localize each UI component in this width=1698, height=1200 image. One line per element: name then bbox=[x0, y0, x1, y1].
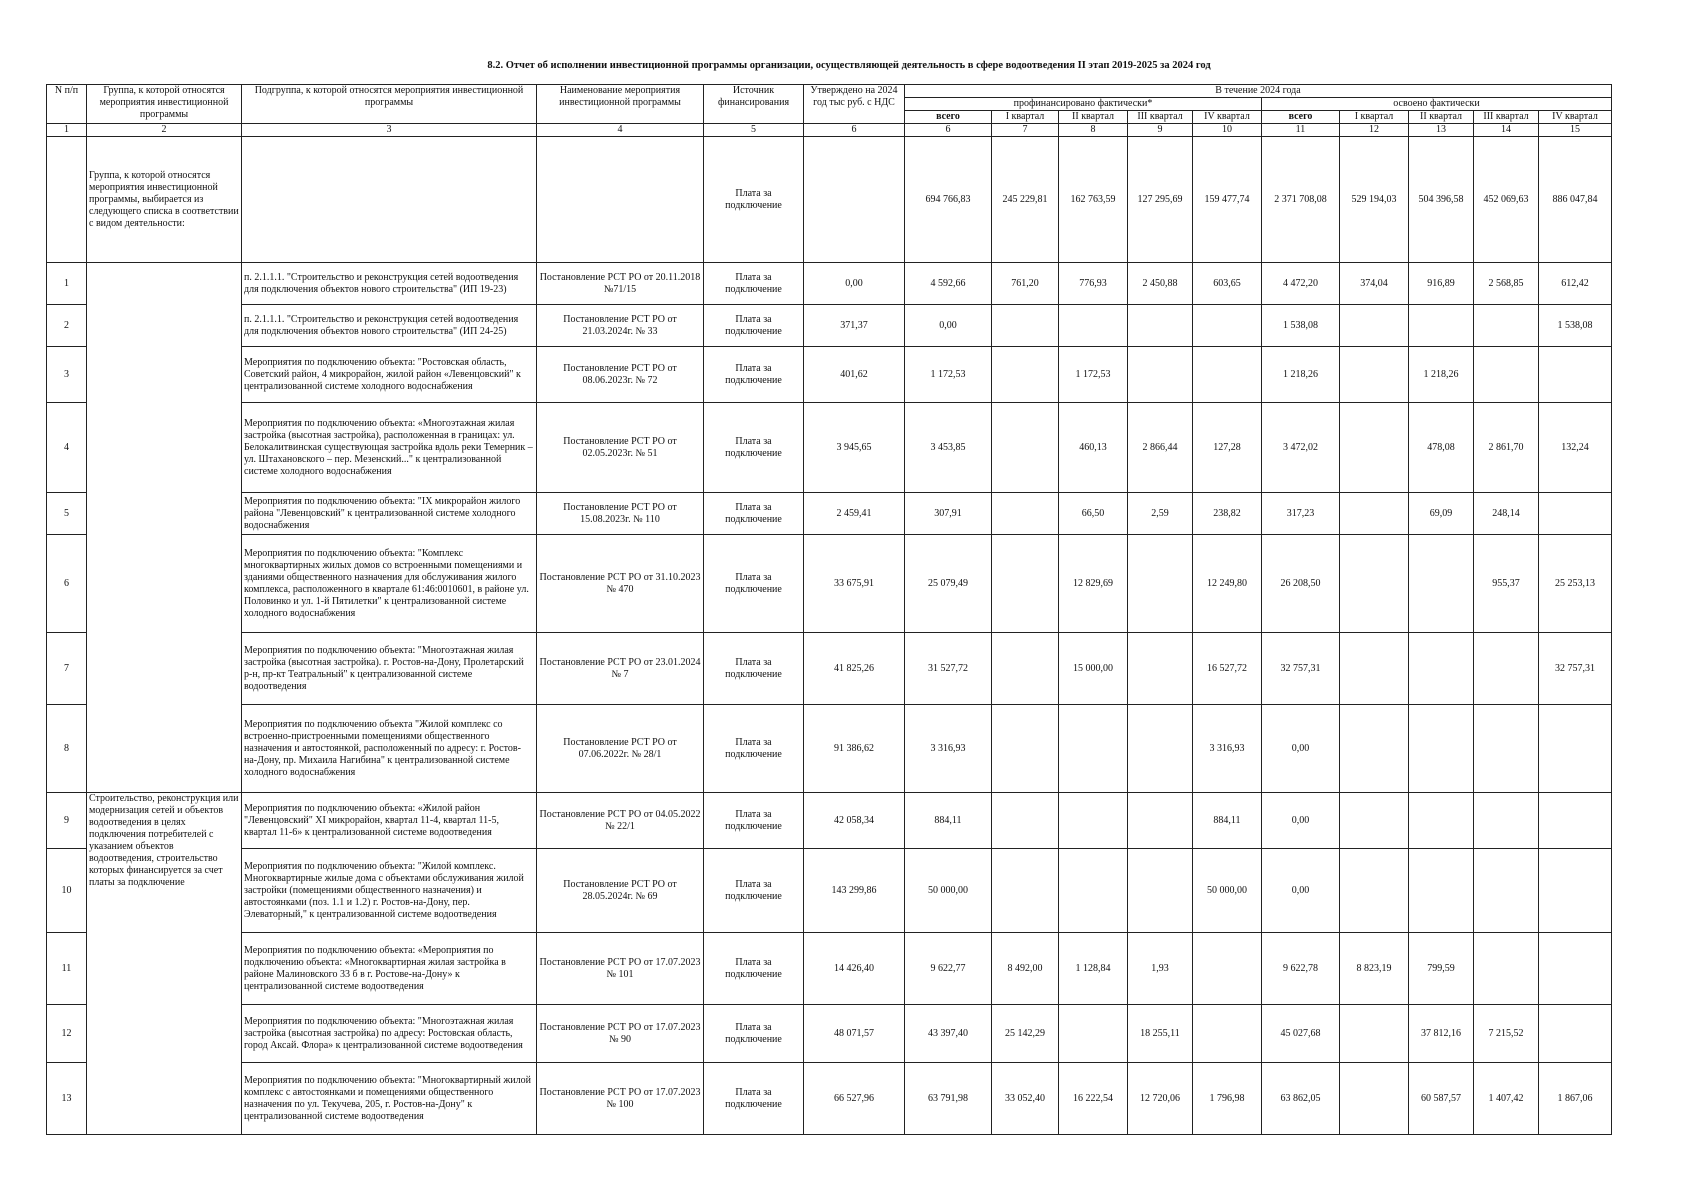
measure-name-cell: Постановление РСТ РО от 28.05.2024г. № 69 bbox=[537, 849, 704, 933]
financed-total-cell: 307,91 bbox=[905, 493, 992, 535]
table-row bbox=[47, 1005, 1612, 1063]
financed-quarter-cell bbox=[1128, 305, 1193, 347]
mastered-total-cell: 0,00 bbox=[1262, 849, 1340, 933]
mastered-quarter-cell: 1 218,26 bbox=[1409, 347, 1474, 403]
group-f-total: 694 766,83 bbox=[905, 137, 992, 263]
colnum: 5 bbox=[704, 124, 804, 137]
row-number: 12 bbox=[47, 1005, 87, 1063]
measure-name-cell: Постановление РСТ РО от 17.07.2023 № 100 bbox=[537, 1063, 704, 1135]
financed-quarter-cell bbox=[1128, 347, 1193, 403]
financed-quarter-cell bbox=[1059, 705, 1128, 793]
mastered-quarter-cell bbox=[1340, 1005, 1409, 1063]
colnum: 14 bbox=[1474, 124, 1539, 137]
mastered-quarter-cell: 60 587,57 bbox=[1409, 1063, 1474, 1135]
approved-cell: 48 071,57 bbox=[804, 1005, 905, 1063]
approved-cell: 33 675,91 bbox=[804, 535, 905, 633]
subgroup-cell: Мероприятия по подключению объекта: "Комплекс многоквартирных жилых домов со встроенными помещениями и зданиями общественного назначения для обслуживания жилого комплекса, расположенного в квартале 61:46:0010601, в районе ул. Половинко и ул. 1-й Пятилетки" к централизованной системе холодного водоснабжения bbox=[242, 535, 537, 633]
mastered-quarter-cell bbox=[1539, 1005, 1612, 1063]
financed-quarter-cell bbox=[1059, 305, 1128, 347]
subgroup-cell: Мероприятия по подключению объекта: "Многоэтажная жилая застройка (высотная застройка) по адресу: Ростовская область, город Аксай. Флора» к централизованной системе водоотведения bbox=[242, 1005, 537, 1063]
mastered-quarter-cell: 612,42 bbox=[1539, 263, 1612, 305]
financed-quarter-cell: 776,93 bbox=[1059, 263, 1128, 305]
financed-quarter-cell bbox=[992, 793, 1059, 849]
source-cell: Плата за подключение bbox=[704, 493, 804, 535]
row-number: 1 bbox=[47, 263, 87, 305]
group-m-total: 2 371 708,08 bbox=[1262, 137, 1340, 263]
colnum: 8 bbox=[1059, 124, 1128, 137]
mastered-quarter-cell: 478,08 bbox=[1409, 403, 1474, 493]
mastered-quarter-cell bbox=[1409, 633, 1474, 705]
subgroup-cell: Мероприятия по подключению объекта: "Многоквартирный жилой комплекс с автостоянками и помещениями общественного назначения по ул. Текучева, 205, г. Ростов-на-Дону" к централизованной системе водоотведения bbox=[242, 1063, 537, 1135]
mastered-total-cell: 3 472,02 bbox=[1262, 403, 1340, 493]
financed-quarter-cell bbox=[1128, 705, 1193, 793]
subgroup-cell: Мероприятия по подключению объекта: "Ростовская область, Советский район, 4 микрорайон, жилой район «Левенцовский" к централизованной системе холодного водоснабжения bbox=[242, 347, 537, 403]
group-f-q3: 127 295,69 bbox=[1128, 137, 1193, 263]
mastered-quarter-cell: 8 823,19 bbox=[1340, 933, 1409, 1005]
header-financed: профинансировано фактически* bbox=[905, 98, 1262, 111]
group-m-q2: 504 396,58 bbox=[1409, 137, 1474, 263]
mastered-quarter-cell bbox=[1340, 1063, 1409, 1135]
mastered-quarter-cell: 7 215,52 bbox=[1474, 1005, 1539, 1063]
mastered-quarter-cell: 1 538,08 bbox=[1539, 305, 1612, 347]
colnum: 6 bbox=[905, 124, 992, 137]
measure-name-cell: Постановление РСТ РО от 20.11.2018 №71/15 bbox=[537, 263, 704, 305]
subgroup-cell: Мероприятия по подключению объекта: «Жилой район "Левенцовский" XI микрорайон, квартал 11-4, квартал 11-5, квартал 11-6» к централизованной системе водоотведения bbox=[242, 793, 537, 849]
mastered-quarter-cell bbox=[1474, 347, 1539, 403]
financed-total-cell: 3 453,85 bbox=[905, 403, 992, 493]
group-source: Плата за подключение bbox=[704, 137, 804, 263]
group-cell-main: Строительство, реконструкция или модернизация сетей и объектов водоотведения в целях подключения потребителей с указанием объектов водоотведения, строительство которых финансируется за счет платы за подключение bbox=[87, 793, 242, 1135]
financed-quarter-cell bbox=[1193, 305, 1262, 347]
row-number: 2 bbox=[47, 305, 87, 347]
source-cell: Плата за подключение bbox=[704, 263, 804, 305]
mastered-quarter-cell: 1 867,06 bbox=[1539, 1063, 1612, 1135]
mastered-quarter-cell bbox=[1340, 849, 1409, 933]
financed-quarter-cell bbox=[1059, 1005, 1128, 1063]
table-row bbox=[47, 305, 1612, 347]
mastered-quarter-cell bbox=[1539, 849, 1612, 933]
header-m-q4: IV квартал bbox=[1539, 111, 1612, 124]
table-row bbox=[47, 793, 1612, 849]
mastered-total-cell: 26 208,50 bbox=[1262, 535, 1340, 633]
financed-quarter-cell: 884,11 bbox=[1193, 793, 1262, 849]
group-f-q2: 162 763,59 bbox=[1059, 137, 1128, 263]
source-cell: Плата за подключение bbox=[704, 305, 804, 347]
row-number: 11 bbox=[47, 933, 87, 1005]
report-title: 8.2. Отчет об исполнении инвестиционной программы организации, осуществляющей деятельность в сфере водоотведения II этап 2019-2025 за 2024 год bbox=[487, 60, 1211, 71]
mastered-quarter-cell bbox=[1539, 347, 1612, 403]
financed-quarter-cell bbox=[1193, 933, 1262, 1005]
mastered-quarter-cell bbox=[1340, 305, 1409, 347]
row-number: 13 bbox=[47, 1063, 87, 1135]
approved-cell: 143 299,86 bbox=[804, 849, 905, 933]
mastered-total-cell: 317,23 bbox=[1262, 493, 1340, 535]
mastered-quarter-cell bbox=[1409, 705, 1474, 793]
header-num: N п/п bbox=[47, 85, 87, 124]
measure-name-cell: Постановление РСТ РО от 04.05.2022 № 22/1 bbox=[537, 793, 704, 849]
financed-quarter-cell: 460,13 bbox=[1059, 403, 1128, 493]
financed-quarter-cell: 127,28 bbox=[1193, 403, 1262, 493]
row-number: 10 bbox=[47, 849, 87, 933]
subgroup-cell: Мероприятия по подключению объекта: "Жилой комплекс. Многоквартирные жилые дома с объектами обслуживания жилой застройки (помещениями общественного назначения) и автостоянками (поз. 1.1 и 1.2) г. Ростов-на-Дону, пер. Элеваторный," к централизованной системе водоотведения bbox=[242, 849, 537, 933]
financed-quarter-cell: 12 720,06 bbox=[1128, 1063, 1193, 1135]
financed-total-cell: 31 527,72 bbox=[905, 633, 992, 705]
subgroup-cell: Мероприятия по подключению объекта: "IX микрорайон жилого района "Левенцовский" к централизованной системе холодного водоснабжения bbox=[242, 493, 537, 535]
header-source: Источник финансирования bbox=[704, 85, 804, 124]
source-cell: Плата за подключение bbox=[704, 535, 804, 633]
financed-quarter-cell: 16 222,54 bbox=[1059, 1063, 1128, 1135]
row-number: 3 bbox=[47, 347, 87, 403]
report-table bbox=[46, 84, 1612, 1135]
measure-name-cell: Постановление РСТ РО от 07.06.2022г. № 28/1 bbox=[537, 705, 704, 793]
approved-cell: 2 459,41 bbox=[804, 493, 905, 535]
header-m-total: всего bbox=[1262, 111, 1340, 124]
financed-quarter-cell bbox=[1059, 849, 1128, 933]
header-mastered: освоено фактически bbox=[1262, 98, 1612, 111]
table-row bbox=[47, 933, 1612, 1005]
approved-cell: 401,62 bbox=[804, 347, 905, 403]
financed-total-cell: 3 316,93 bbox=[905, 705, 992, 793]
financed-total-cell: 4 592,66 bbox=[905, 263, 992, 305]
subgroup-cell: Мероприятия по подключению объекта: «Многоэтажная жилая застройка (высотная застройка), расположенная в границах: ул. Белокалитвинская существующая застройка вдоль реки Темерник – ул. Штахановского – пер. Мезенский..." к централизованной системе холодного водоснабжения bbox=[242, 403, 537, 493]
mastered-quarter-cell: 955,37 bbox=[1474, 535, 1539, 633]
row-number: 6 bbox=[47, 535, 87, 633]
financed-quarter-cell bbox=[1128, 849, 1193, 933]
measure-name-cell: Постановление РСТ РО от 21.03.2024г. № 33 bbox=[537, 305, 704, 347]
mastered-total-cell: 0,00 bbox=[1262, 705, 1340, 793]
mastered-quarter-cell: 2 568,85 bbox=[1474, 263, 1539, 305]
approved-cell: 42 058,34 bbox=[804, 793, 905, 849]
mastered-quarter-cell bbox=[1474, 793, 1539, 849]
table-row bbox=[47, 1063, 1612, 1135]
table-row bbox=[47, 403, 1612, 493]
financed-quarter-cell bbox=[992, 633, 1059, 705]
mastered-quarter-cell: 132,24 bbox=[1539, 403, 1612, 493]
financed-total-cell: 9 622,77 bbox=[905, 933, 992, 1005]
table-row bbox=[47, 493, 1612, 535]
financed-quarter-cell: 25 142,29 bbox=[992, 1005, 1059, 1063]
financed-quarter-cell: 8 492,00 bbox=[992, 933, 1059, 1005]
financed-quarter-cell: 12 249,80 bbox=[1193, 535, 1262, 633]
financed-quarter-cell: 603,65 bbox=[1193, 263, 1262, 305]
mastered-quarter-cell: 2 861,70 bbox=[1474, 403, 1539, 493]
measure-name-cell: Постановление РСТ РО от 15.08.2023г. № 110 bbox=[537, 493, 704, 535]
source-cell: Плата за подключение bbox=[704, 793, 804, 849]
column-numbers-row bbox=[47, 124, 1612, 137]
mastered-quarter-cell bbox=[1409, 793, 1474, 849]
table-row bbox=[47, 347, 1612, 403]
financed-quarter-cell bbox=[992, 705, 1059, 793]
colnum: 10 bbox=[1193, 124, 1262, 137]
mastered-quarter-cell: 799,59 bbox=[1409, 933, 1474, 1005]
measure-name-cell: Постановление РСТ РО от 02.05.2023г. № 51 bbox=[537, 403, 704, 493]
header-f-total: всего bbox=[905, 111, 992, 124]
financed-quarter-cell bbox=[992, 347, 1059, 403]
mastered-quarter-cell: 248,14 bbox=[1474, 493, 1539, 535]
table-row bbox=[47, 705, 1612, 793]
financed-total-cell: 50 000,00 bbox=[905, 849, 992, 933]
header-during: В течение 2024 года bbox=[905, 85, 1612, 98]
financed-quarter-cell: 15 000,00 bbox=[1059, 633, 1128, 705]
group-f-q1: 245 229,81 bbox=[992, 137, 1059, 263]
mastered-quarter-cell bbox=[1474, 849, 1539, 933]
financed-quarter-cell: 238,82 bbox=[1193, 493, 1262, 535]
colnum: 13 bbox=[1409, 124, 1474, 137]
approved-cell: 91 386,62 bbox=[804, 705, 905, 793]
mastered-quarter-cell bbox=[1340, 347, 1409, 403]
mastered-total-cell: 1 218,26 bbox=[1262, 347, 1340, 403]
measure-name-cell: Постановление РСТ РО от 17.07.2023 № 101 bbox=[537, 933, 704, 1005]
mastered-quarter-cell bbox=[1340, 793, 1409, 849]
financed-quarter-cell: 50 000,00 bbox=[1193, 849, 1262, 933]
financed-total-cell: 25 079,49 bbox=[905, 535, 992, 633]
financed-total-cell: 43 397,40 bbox=[905, 1005, 992, 1063]
approved-cell: 3 945,65 bbox=[804, 403, 905, 493]
subgroup-cell: п. 2.1.1.1. "Строительство и реконструкция сетей водоотведения для подключения объектов нового строительства" (ИП 24-25) bbox=[242, 305, 537, 347]
header-m-q1: I квартал bbox=[1340, 111, 1409, 124]
mastered-total-cell: 1 538,08 bbox=[1262, 305, 1340, 347]
colnum: 9 bbox=[1128, 124, 1193, 137]
row-number: 4 bbox=[47, 403, 87, 493]
group-selection-text: Группа, к которой относятся мероприятия инвестиционной программы, выбирается из следующего списка в соответствии с видом деятельности: bbox=[87, 137, 242, 263]
financed-quarter-cell: 1 172,53 bbox=[1059, 347, 1128, 403]
financed-quarter-cell: 1,93 bbox=[1128, 933, 1193, 1005]
financed-quarter-cell: 33 052,40 bbox=[992, 1063, 1059, 1135]
mastered-quarter-cell bbox=[1409, 849, 1474, 933]
mastered-quarter-cell bbox=[1539, 933, 1612, 1005]
colnum: 7 bbox=[992, 124, 1059, 137]
table-row bbox=[47, 263, 1612, 305]
source-cell: Плата за подключение bbox=[704, 633, 804, 705]
table-row bbox=[47, 535, 1612, 633]
mastered-quarter-cell bbox=[1340, 705, 1409, 793]
approved-cell: 14 426,40 bbox=[804, 933, 905, 1005]
group-m-q3: 452 069,63 bbox=[1474, 137, 1539, 263]
mastered-quarter-cell bbox=[1474, 705, 1539, 793]
subgroup-cell: Мероприятия по подключению объекта "Жилой комплекс со встроенно-пристроенными помещениями общественного назначения и автостоянкой, расположенный по адресу: г. Ростов-на-Дону, пр. Михаила Нагибина" к централизованной системе холодного водоснабжения bbox=[242, 705, 537, 793]
header-group: Группа, к которой относятся мероприятия инвестиционной программы bbox=[87, 85, 242, 124]
mastered-quarter-cell bbox=[1539, 705, 1612, 793]
mastered-quarter-cell: 916,89 bbox=[1409, 263, 1474, 305]
mastered-quarter-cell bbox=[1340, 633, 1409, 705]
mastered-total-cell: 4 472,20 bbox=[1262, 263, 1340, 305]
row-number: 7 bbox=[47, 633, 87, 705]
header-m-q2: II квартал bbox=[1409, 111, 1474, 124]
financed-quarter-cell: 16 527,72 bbox=[1193, 633, 1262, 705]
mastered-quarter-cell bbox=[1409, 535, 1474, 633]
financed-quarter-cell bbox=[992, 493, 1059, 535]
financed-quarter-cell: 2 450,88 bbox=[1128, 263, 1193, 305]
financed-quarter-cell bbox=[1128, 633, 1193, 705]
financed-quarter-cell bbox=[992, 403, 1059, 493]
colnum: 4 bbox=[537, 124, 704, 137]
financed-quarter-cell bbox=[1128, 793, 1193, 849]
table-row bbox=[47, 849, 1612, 933]
header-f-q4: IV квартал bbox=[1193, 111, 1262, 124]
mastered-quarter-cell: 37 812,16 bbox=[1409, 1005, 1474, 1063]
colnum: 6 bbox=[804, 124, 905, 137]
header-f-q2: II квартал bbox=[1059, 111, 1128, 124]
mastered-total-cell: 32 757,31 bbox=[1262, 633, 1340, 705]
header-m-q3: III квартал bbox=[1474, 111, 1539, 124]
measure-name-cell: Постановление РСТ РО от 31.10.2023 № 470 bbox=[537, 535, 704, 633]
colnum: 2 bbox=[87, 124, 242, 137]
mastered-total-cell: 9 622,78 bbox=[1262, 933, 1340, 1005]
row-number: 9 bbox=[47, 793, 87, 849]
mastered-quarter-cell bbox=[1340, 493, 1409, 535]
group-m-q1: 529 194,03 bbox=[1340, 137, 1409, 263]
measure-name-cell: Постановление РСТ РО от 17.07.2023 № 90 bbox=[537, 1005, 704, 1063]
source-cell: Плата за подключение bbox=[704, 933, 804, 1005]
mastered-quarter-cell bbox=[1474, 933, 1539, 1005]
financed-quarter-cell bbox=[992, 305, 1059, 347]
colnum: 11 bbox=[1262, 124, 1340, 137]
financed-quarter-cell bbox=[1059, 793, 1128, 849]
colnum: 12 bbox=[1340, 124, 1409, 137]
mastered-quarter-cell bbox=[1340, 403, 1409, 493]
measure-name-cell: Постановление РСТ РО от 08.06.2023г. № 72 bbox=[537, 347, 704, 403]
measure-name-cell: Постановление РСТ РО от 23.01.2024 № 7 bbox=[537, 633, 704, 705]
source-cell: Плата за подключение bbox=[704, 705, 804, 793]
mastered-quarter-cell bbox=[1539, 793, 1612, 849]
financed-quarter-cell: 3 316,93 bbox=[1193, 705, 1262, 793]
financed-quarter-cell bbox=[1193, 1005, 1262, 1063]
header-approved: Утверждено на 2024 год тыс руб. с НДС bbox=[804, 85, 905, 124]
mastered-quarter-cell bbox=[1409, 305, 1474, 347]
colnum: 3 bbox=[242, 124, 537, 137]
financed-quarter-cell bbox=[992, 535, 1059, 633]
financed-quarter-cell: 2 866,44 bbox=[1128, 403, 1193, 493]
header-f-q3: III квартал bbox=[1128, 111, 1193, 124]
colnum: 1 bbox=[47, 124, 87, 137]
source-cell: Плата за подключение bbox=[704, 1063, 804, 1135]
financed-quarter-cell: 1 128,84 bbox=[1059, 933, 1128, 1005]
group-summary-row bbox=[47, 137, 1612, 263]
approved-cell: 66 527,96 bbox=[804, 1063, 905, 1135]
mastered-quarter-cell bbox=[1474, 633, 1539, 705]
source-cell: Плата за подключение bbox=[704, 1005, 804, 1063]
financed-total-cell: 0,00 bbox=[905, 305, 992, 347]
mastered-quarter-cell: 32 757,31 bbox=[1539, 633, 1612, 705]
financed-quarter-cell: 761,20 bbox=[992, 263, 1059, 305]
financed-quarter-cell: 66,50 bbox=[1059, 493, 1128, 535]
table-row bbox=[47, 633, 1612, 705]
header-name: Наименование мероприятия инвестиционной программы bbox=[537, 85, 704, 124]
header-f-q1: I квартал bbox=[992, 111, 1059, 124]
row-number: 8 bbox=[47, 705, 87, 793]
financed-total-cell: 1 172,53 bbox=[905, 347, 992, 403]
financed-quarter-cell bbox=[1193, 347, 1262, 403]
financed-total-cell: 63 791,98 bbox=[905, 1063, 992, 1135]
group-cell-top bbox=[87, 263, 242, 793]
subgroup-cell: Мероприятия по подключению объекта: «Мероприятия по подключению объекта: «Многоквартирная жилая застройка в районе Малиновского 33 б в г. Ростове-на-Дону» к централизованной системе водоотведения bbox=[242, 933, 537, 1005]
financed-total-cell: 884,11 bbox=[905, 793, 992, 849]
mastered-total-cell: 0,00 bbox=[1262, 793, 1340, 849]
mastered-quarter-cell: 374,04 bbox=[1340, 263, 1409, 305]
group-f-q4: 159 477,74 bbox=[1193, 137, 1262, 263]
group-m-q4: 886 047,84 bbox=[1539, 137, 1612, 263]
financed-quarter-cell bbox=[992, 849, 1059, 933]
subgroup-cell: п. 2.1.1.1. "Строительство и реконструкция сетей водоотведения для подключения объектов нового строительства" (ИП 19-23) bbox=[242, 263, 537, 305]
row-number: 5 bbox=[47, 493, 87, 535]
financed-quarter-cell: 2,59 bbox=[1128, 493, 1193, 535]
financed-quarter-cell: 1 796,98 bbox=[1193, 1063, 1262, 1135]
approved-cell: 41 825,26 bbox=[804, 633, 905, 705]
colnum: 15 bbox=[1539, 124, 1612, 137]
source-cell: Плата за подключение bbox=[704, 347, 804, 403]
financed-quarter-cell bbox=[1128, 535, 1193, 633]
mastered-quarter-cell bbox=[1340, 535, 1409, 633]
source-cell: Плата за подключение bbox=[704, 849, 804, 933]
subgroup-cell: Мероприятия по подключению объекта: "Многоэтажная жилая застройка (высотная застройка). г. Ростов-на-Дону, Пролетарский р-н, пр-кт Театральный" к централизованной системе водоотведения bbox=[242, 633, 537, 705]
mastered-quarter-cell: 1 407,42 bbox=[1474, 1063, 1539, 1135]
mastered-quarter-cell bbox=[1474, 305, 1539, 347]
header-subgroup: Подгруппа, к которой относятся мероприятия инвестиционной программы bbox=[242, 85, 537, 124]
mastered-quarter-cell: 69,09 bbox=[1409, 493, 1474, 535]
mastered-total-cell: 45 027,68 bbox=[1262, 1005, 1340, 1063]
mastered-total-cell: 63 862,05 bbox=[1262, 1063, 1340, 1135]
approved-cell: 371,37 bbox=[804, 305, 905, 347]
mastered-quarter-cell bbox=[1539, 493, 1612, 535]
mastered-quarter-cell: 25 253,13 bbox=[1539, 535, 1612, 633]
source-cell: Плата за подключение bbox=[704, 403, 804, 493]
financed-quarter-cell: 18 255,11 bbox=[1128, 1005, 1193, 1063]
approved-cell: 0,00 bbox=[804, 263, 905, 305]
financed-quarter-cell: 12 829,69 bbox=[1059, 535, 1128, 633]
